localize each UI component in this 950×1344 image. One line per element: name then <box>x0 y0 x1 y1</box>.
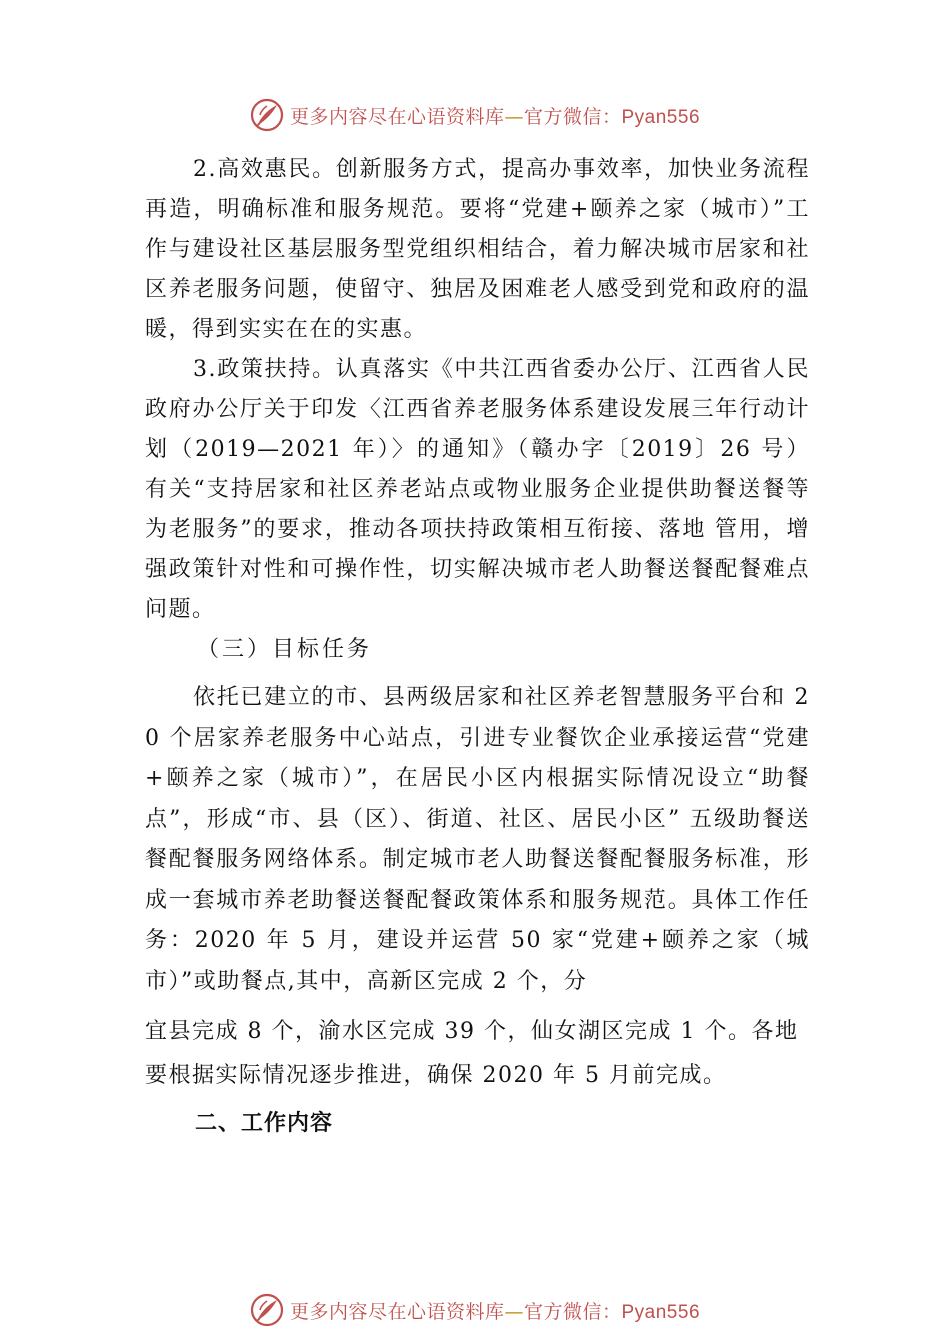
paragraph-tail: 宜县完成 8 个，渝水区完成 39 个，仙女湖区完成 1 个。各地要根据实际情况逐步推进，确保 2020 年 5 月前完成。 <box>145 1019 799 1088</box>
watermark-separator: — <box>504 105 524 128</box>
paragraph-policy: 3.政策扶持。认真落实《中共江西省委办公厅、江西省人民政府办公厅关于印发〈江西省养老服务体系建设发展三年行动计划（2019—2021 年）〉的通知》（赣办字〔2019〕26 号） 有关“支持居家和社区养老站点或物业服务企业提供助餐送餐等为老服务”的要求，推动各项扶持政策相互衔接、落地 管用，增强政策针对性和可操作性，切实解决城市老人助餐送餐配餐难点问题。 <box>145 357 819 622</box>
watermark-separator: — <box>504 1300 524 1323</box>
watermark-text <box>290 102 700 129</box>
watermark-contact-id: Pyan556 <box>621 106 701 128</box>
paragraph-efficiency: 2.高效惠民。创新服务方式，提高办事效率，加快业务流程再造，明确标准和服务规范。要将“党建+颐养之家（城市）”工作与建设社区基层服务型党组织相结合，着力解决城市居家和社区养老服务问题，使留守、独居及困难老人感受到党和政府的温暖，得到实实在在的实惠。 <box>145 157 810 342</box>
heading-goals: （三）目标任务 <box>197 637 373 662</box>
document-body <box>145 150 819 1144</box>
watermark-contact-label: 官方微信： <box>523 1300 622 1323</box>
watermark-header <box>0 95 950 135</box>
watermark-text <box>290 1297 700 1324</box>
watermark-contact-id: Pyan556 <box>621 1301 701 1323</box>
heading-section-2: 二、工作内容 <box>195 1111 334 1136</box>
watermark-contact-label: 官方微信： <box>523 105 622 128</box>
quill-pen-icon <box>250 98 284 132</box>
paragraph-goals: 依托已建立的市、县两级居家和社区养老智慧服务平台和 20 个居家养老服务中心站点，引进专业餐饮企业承接运营“党建+颐养之家（城市）”，在居民小区内根据实际情况设立“助餐点”，形成“市、县（区）、街道、社区、居民小区” 五级助餐送餐配餐服务网络体系。制定城市老人助餐送餐配餐服务标准，形成一套城市养老助餐送餐配餐政策体系和服务规范。具体工作任务：2020 年 5 月，建设并运营 50 家“党建+颐养之家（城市）”或助餐点,其中，高新区完成 2 个，分 <box>145 685 810 994</box>
watermark-site-text: 更多内容尽在心语资料库 <box>289 1300 505 1323</box>
watermark-site-text: 更多内容尽在心语资料库 <box>289 105 505 128</box>
quill-pen-icon <box>250 1293 284 1327</box>
watermark-footer <box>0 1290 950 1330</box>
